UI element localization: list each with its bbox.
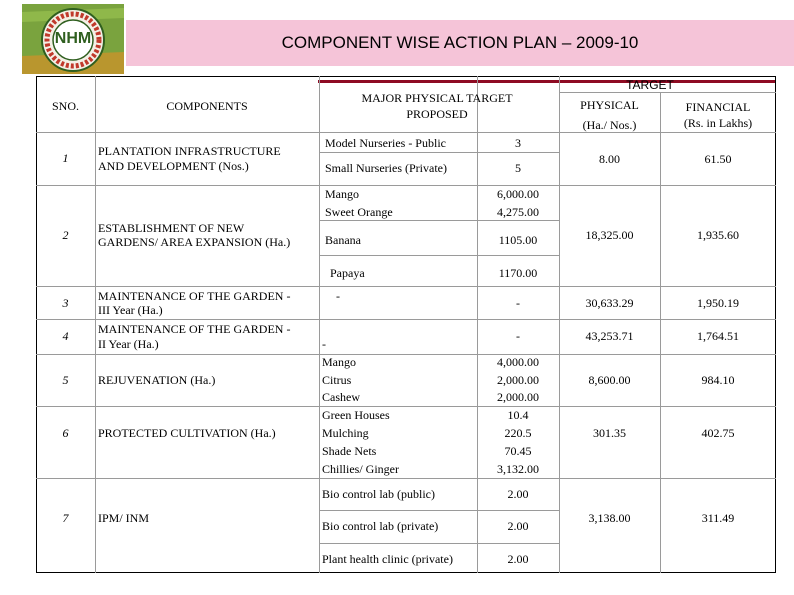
physical-value: 8,600.00 — [588, 373, 631, 387]
component-name: PLANTATION INFRASTRUCTURE — [98, 144, 281, 158]
item-name: Banana — [325, 233, 361, 247]
item-value: - — [516, 296, 520, 310]
item-value: 220.5 — [504, 426, 532, 440]
item-name: Mango — [322, 355, 356, 369]
physical-header: PHYSICAL — [580, 98, 639, 112]
row-sno: 6 — [62, 426, 69, 440]
financial-value: 984.10 — [701, 373, 735, 387]
item-name: Mango — [325, 187, 359, 201]
item-name: Sweet Orange — [325, 205, 393, 219]
item-name: Plant health clinic (private) — [322, 552, 453, 566]
component-name: ESTABLISHMENT OF NEW — [98, 221, 245, 235]
item-name: Cashew — [322, 390, 360, 404]
item-name: Green Houses — [322, 408, 390, 422]
row-divider — [319, 543, 559, 544]
component-name: MAINTENANCE OF THE GARDEN - — [98, 322, 291, 336]
row-sno: 3 — [62, 296, 69, 310]
component-name: AND DEVELOPMENT (Nos.) — [98, 159, 249, 173]
financial-value: 1,764.51 — [697, 329, 739, 343]
target-header: TARGET — [626, 78, 674, 92]
item-value: 2,000.00 — [497, 373, 539, 387]
item-value: 2,000.00 — [497, 390, 539, 404]
row-sno: 2 — [62, 228, 69, 242]
component-name: GARDENS/ AREA EXPANSION (Ha.) — [98, 235, 291, 249]
item-value: 5 — [515, 161, 521, 175]
row-divider — [36, 354, 776, 355]
item-value: 70.45 — [504, 444, 532, 458]
physical-value: 301.35 — [593, 426, 626, 440]
row-divider — [36, 478, 776, 479]
physical-value: 43,253.71 — [585, 329, 634, 343]
page-title: COMPONENT WISE ACTION PLAN – 2009-10 — [281, 33, 639, 52]
row-divider — [319, 220, 559, 221]
item-value: 1105.00 — [498, 233, 538, 247]
physical-value: 18,325.00 — [585, 228, 634, 242]
component-name: II Year (Ha.) — [98, 337, 159, 351]
row-divider — [559, 92, 776, 93]
row-sno: 5 — [62, 373, 69, 387]
row-divider — [319, 255, 559, 256]
physical-value: 30,633.29 — [585, 296, 634, 310]
financial-header: FINANCIAL — [685, 100, 751, 114]
item-value: - — [516, 329, 520, 343]
component-name: REJUVENATION (Ha.) — [98, 373, 216, 387]
item-value: 4,275.00 — [497, 205, 539, 219]
item-name: Mulching — [322, 426, 369, 440]
financial-value: 1,935.60 — [697, 228, 739, 242]
item-name: Model Nurseries - Public — [325, 136, 446, 150]
major-target-header: MAJOR PHYSICAL TARGET PROPOSED — [361, 91, 513, 121]
row-divider — [319, 152, 559, 153]
row-divider — [319, 510, 559, 511]
financial-value: 311.49 — [701, 511, 735, 525]
item-name: Shade Nets — [322, 444, 377, 458]
row-sno: 4 — [62, 329, 69, 343]
nhm-logo — [22, 4, 124, 74]
row-divider — [36, 406, 776, 407]
component-name: IPM/ INM — [98, 511, 150, 525]
row-divider — [36, 185, 776, 186]
financial-unit: (Rs. in Lakhs) — [683, 116, 753, 130]
item-value: 3,132.00 — [497, 462, 539, 476]
col-divider — [319, 76, 320, 573]
financial-value: 402.75 — [701, 426, 735, 440]
item-value: 4,000.00 — [497, 355, 539, 369]
physical-value: 3,138.00 — [588, 511, 631, 525]
item-name: - — [336, 289, 340, 303]
component-name: III Year (Ha.) — [98, 303, 163, 317]
item-name: Papaya — [330, 266, 365, 280]
row-sno: 1 — [62, 151, 69, 165]
item-name: - — [322, 337, 326, 351]
item-name: Bio control lab (public) — [322, 487, 435, 501]
item-value: 2.00 — [507, 519, 529, 533]
physical-unit: (Ha./ Nos.) — [582, 118, 637, 132]
item-value: 3 — [515, 136, 521, 150]
components-header: COMPONENTS — [166, 99, 248, 113]
item-value: 10.4 — [507, 408, 529, 422]
item-value: 2.00 — [507, 487, 529, 501]
component-name: MAINTENANCE OF THE GARDEN - — [98, 289, 291, 303]
item-value: 1170.00 — [498, 266, 538, 280]
row-divider — [36, 132, 776, 133]
row-sno: 7 — [62, 511, 69, 525]
item-name: Citrus — [322, 373, 352, 387]
item-name: Small Nurseries (Private) — [325, 161, 447, 175]
component-name: PROTECTED CULTIVATION (Ha.) — [98, 426, 276, 440]
col-divider — [559, 76, 560, 573]
sno-header: SNO. — [51, 99, 79, 113]
item-name: Bio control lab (private) — [322, 519, 439, 533]
logo-center-text: NHM — [54, 30, 92, 47]
row-divider — [36, 319, 776, 320]
item-value: 6,000.00 — [497, 187, 539, 201]
row-divider — [36, 286, 776, 287]
item-value: 2.00 — [507, 552, 529, 566]
item-name: Chillies/ Ginger — [322, 462, 399, 476]
col-divider — [95, 76, 96, 573]
physical-value: 8.00 — [599, 152, 620, 166]
financial-value: 61.50 — [704, 152, 732, 166]
financial-value: 1,950.19 — [697, 296, 739, 310]
